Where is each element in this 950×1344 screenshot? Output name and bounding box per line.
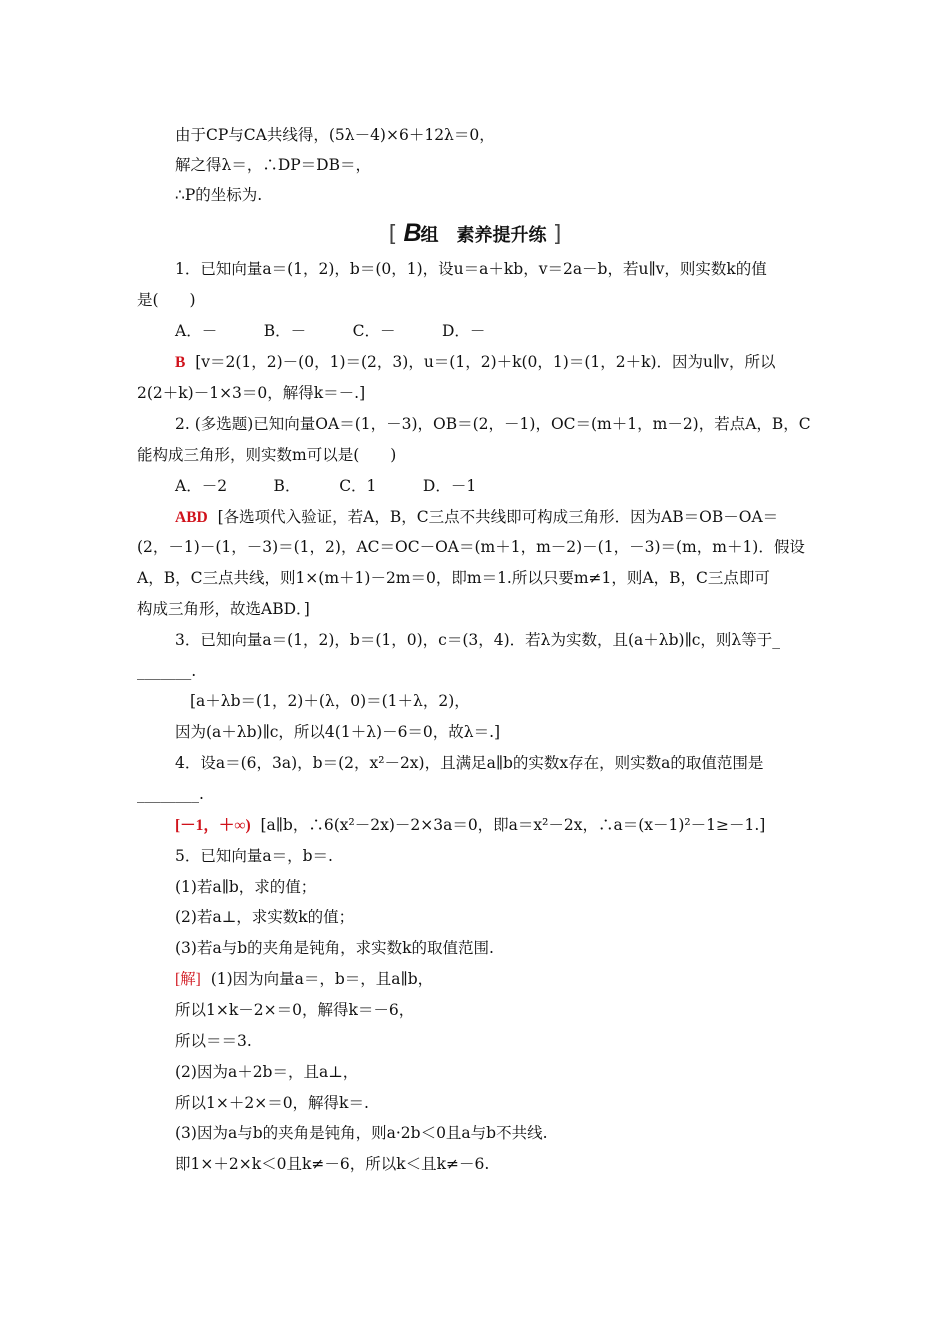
answer-tag: B [175, 354, 186, 371]
solution-tag: [解] [175, 971, 201, 988]
answer-3: [a＋λb＝(1，2)＋(λ，0)＝(1＋λ，2)， [190, 692, 470, 710]
solution-line: (3)因为a与b的夹角是钝角，则a·2b＜0且a与b不共线. [175, 1124, 548, 1142]
group-word: 组 [420, 225, 439, 246]
text-line: 解之得λ＝，∴DP＝DB＝， [175, 156, 371, 174]
question-1-options: A．－ B．－ C．－ D．－ [175, 322, 486, 340]
answer-4: [－1，＋∞) [a∥b，∴6(x²－2x)－2×3a＝0，即a＝x²－2x，∴a＝(x－1)²－1≥－1.] [175, 816, 766, 834]
question-4-cont: ________. [137, 785, 204, 803]
question-5-part: (1)若a∥b，求的值； [175, 878, 317, 896]
question-3: 3．已知向量a＝(1，2)，b＝(1，0)，c＝(3，4)．若λ为实数，且(a＋λb)∥c，则λ等于_ [175, 631, 780, 649]
answer-tag: ABD [175, 509, 208, 526]
text-line: ∴P的坐标为. [175, 186, 263, 204]
answer-2-cont: (2，－1)－(1，－3)＝(1，2)，AC＝OC－OA＝(m＋1，m－2)－(1，－3)＝(m，m＋1)．假设 [137, 538, 805, 556]
text-line: 由于CP与CA共线得，(5λ－4)×6＋12λ＝0， [175, 126, 495, 144]
answer-2-cont: 构成三角形，故选ABD．] [137, 600, 310, 618]
solution-line: 所以1×k－2×＝0，解得k＝－6， [175, 1001, 415, 1019]
question-4: 4．设a＝(6，3a)，b＝(2，x²－2x)，且满足a∥b的实数x存在，则实数a的取值范围是 [175, 754, 764, 772]
question-2: 2. (多选题)已知向量OA＝(1，－3)，OB＝(2，－1)，OC＝(m＋1，m－2)，若点A，B，C [175, 415, 811, 433]
question-2-options: A．－2 B． C．1 D．－1 [175, 477, 477, 495]
bracket-right: ] [552, 222, 562, 247]
question-5-part: (3)若a与b的夹角是钝角，求实数k的取值范围. [175, 939, 494, 957]
solution-line: 所以＝＝3. [175, 1032, 252, 1050]
section-heading [0, 218, 950, 251]
question-3-cont: _______. [137, 662, 197, 680]
answer-tag: [－1，＋∞) [175, 817, 251, 834]
question-5-part: (2)若a⊥，求实数k的值； [175, 908, 355, 926]
question-2-cont: 能构成三角形，则实数m可以是( ) [137, 446, 397, 464]
solution-line: (2)因为a＋2b＝，且a⊥， [175, 1063, 359, 1081]
section-title: 素养提升练 [456, 225, 547, 246]
solution-line: [解] (1)因为向量a＝，b＝，且a∥b， [175, 970, 434, 988]
answer-2-cont: A，B，C三点共线，则1×(m＋1)－2m＝0，即m＝1.所以只要m≠1，则A，B，C三点即可 [137, 569, 770, 587]
bracket-left: [ [388, 222, 398, 247]
answer-2: ABD [各选项代入验证，若A，B，C三点不共线即可构成三角形．因为AB＝OB－OA＝ [175, 508, 779, 526]
question-1-cont: 是( ) [137, 291, 196, 309]
answer-3-cont: 因为(a＋λb)∥c，所以4(1＋λ)－6＝0，故λ＝.] [175, 723, 501, 741]
group-letter: B [403, 219, 421, 247]
answer-1: B [v＝2(1，2)－(0，1)＝(2，3)，u＝(1，2)＋k(0，1)＝(1，2＋k)．因为u∥v，所以 [175, 353, 776, 371]
solution-line: 即1×＋2×k＜0且k≠－6，所以k＜且k≠－6. [175, 1155, 490, 1173]
question-1: 1．已知向量a＝(1，2)，b＝(0，1)，设u＝a＋kb，v＝2a－b，若u∥v，则实数k的值 [175, 260, 767, 278]
answer-1-cont: 2(2＋k)－1×3＝0，解得k＝－.] [137, 384, 366, 402]
question-5: 5．已知向量a＝，b＝. [175, 847, 333, 865]
solution-line: 所以1×＋2×＝0，解得k＝. [175, 1094, 369, 1112]
